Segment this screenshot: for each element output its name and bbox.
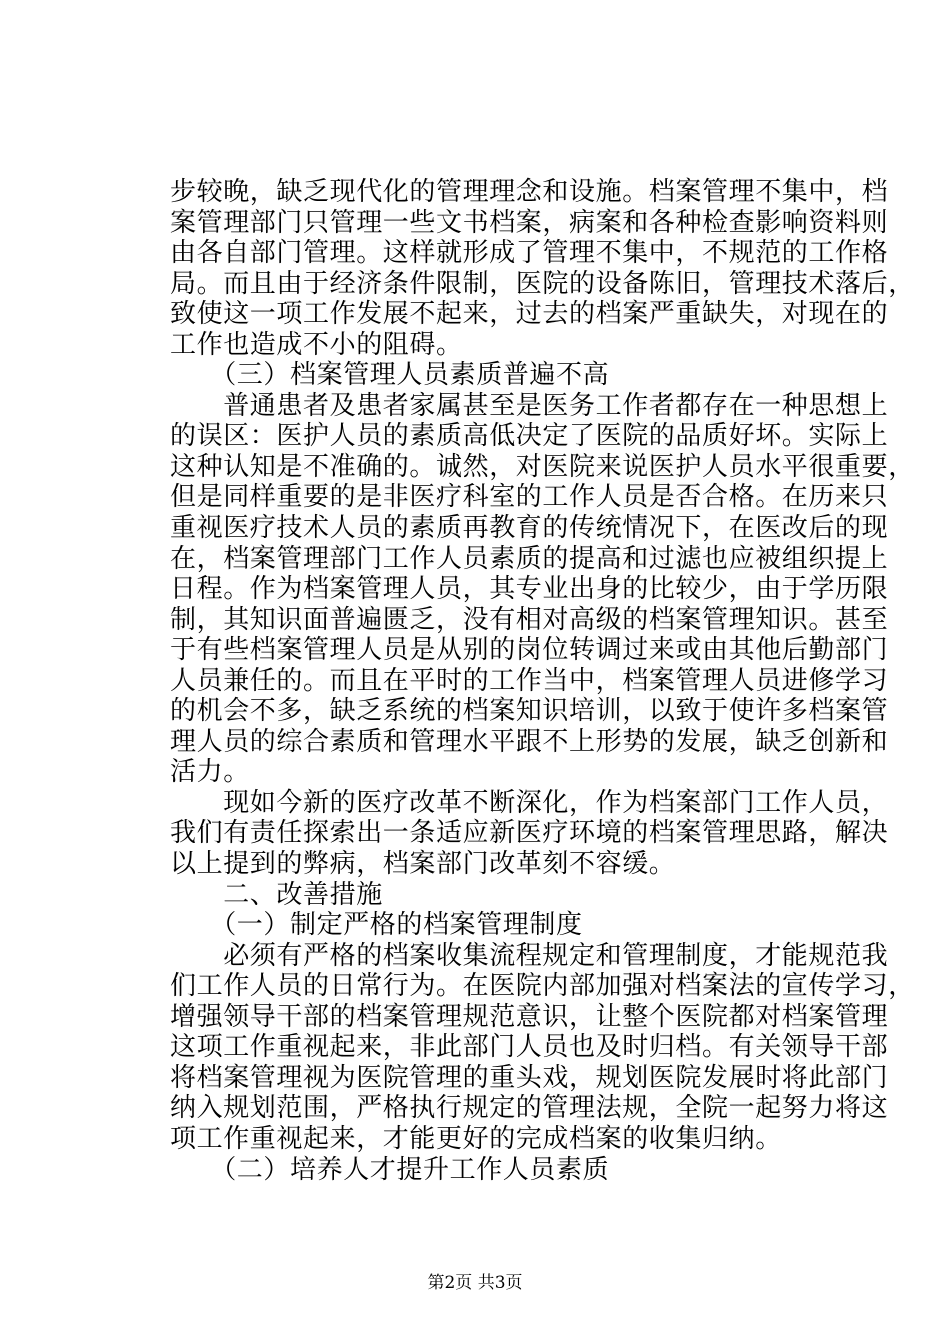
text-line: 将档案管理视为医院管理的重头戏，规划医院发展时将此部门 [170, 1062, 889, 1093]
section-heading: （三）档案管理人员素质普遍不高 [170, 360, 610, 391]
page-number: 第2页 共3页 [427, 1273, 523, 1293]
text-line: 这种认知是不准确的。诚然，对医院来说医护人员水平很重要， [170, 451, 915, 482]
text-line: 理人员的综合素质和管理水平跟不上形势的发展，缺乏创新和 [170, 726, 889, 757]
text-line: 活力。 [170, 757, 250, 788]
text-line: 普通患者及患者家属甚至是医务工作者都存在一种思想上 [170, 390, 889, 421]
text-line: 日程。作为档案管理人员，其专业出身的比较少，由于学历限 [170, 574, 889, 605]
page-footer [0, 1272, 950, 1294]
text-line: 以上提到的弊病，档案部门改革刻不容缓。 [170, 849, 676, 880]
section-heading: （二）培养人才提升工作人员素质 [170, 1154, 610, 1185]
text-line: 案管理部门只管理一些文书档案，病案和各种检查影响资料则 [170, 207, 889, 238]
section-heading: （一）制定严格的档案管理制度 [170, 910, 583, 941]
text-line: 人员兼任的。而且在平时的工作当中，档案管理人员进修学习 [170, 665, 889, 696]
text-line: 必须有严格的档案收集流程规定和管理制度，才能规范我 [170, 940, 889, 971]
text-line: 于有些档案管理人员是从别的岗位转调过来或由其他后勤部门 [170, 635, 889, 666]
text-line: 局。而且由于经济条件限制，医院的设备陈旧，管理技术落后， [170, 268, 915, 299]
text-line: 由各自部门管理。这样就形成了管理不集中，不规范的工作格 [170, 238, 889, 269]
text-line: 的机会不多，缺乏系统的档案知识培训，以致于使许多档案管 [170, 696, 889, 727]
text-line: 现如今新的医疗改革不断深化，作为档案部门工作人员， [170, 787, 889, 818]
text-line: 步较晚，缺乏现代化的管理理念和设施。档案管理不集中，档 [170, 177, 889, 207]
text-line: 们工作人员的日常行为。在医院内部加强对档案法的宣传学习， [170, 971, 915, 1002]
text-line: 但是同样重要的是非医疗科室的工作人员是否合格。在历来只 [170, 482, 889, 513]
section-heading: 二、改善措施 [170, 879, 383, 910]
text-line: 制，其知识面普遍匮乏，没有相对高级的档案管理知识。甚至 [170, 604, 889, 635]
text-line: 项工作重视起来，才能更好的完成档案的收集归纳。 [170, 1123, 782, 1154]
text-line: 这项工作重视起来，非此部门人员也及时归档。有关领导干部 [170, 1032, 889, 1063]
text-line: 我们有责任探索出一条适应新医疗环境的档案管理思路，解决 [170, 818, 889, 849]
text-line: 在，档案管理部门工作人员素质的提高和过滤也应被组织提上 [170, 543, 889, 574]
document-body [170, 177, 915, 1185]
text-line: 增强领导干部的档案管理规范意识，让整个医院都对档案管理 [170, 1001, 889, 1032]
text-line: 工作也造成不小的阻碍。 [170, 329, 463, 360]
text-line: 致使这一项工作发展不起来，过去的档案严重缺失，对现在的 [170, 299, 889, 330]
text-line: 纳入规划范围，严格执行规定的管理法规，全院一起努力将这 [170, 1093, 889, 1124]
text-line: 重视医疗技术人员的素质再教育的传统情况下，在医改后的现 [170, 513, 889, 544]
text-line: 的误区：医护人员的素质高低决定了医院的品质好坏。实际上 [170, 421, 889, 452]
